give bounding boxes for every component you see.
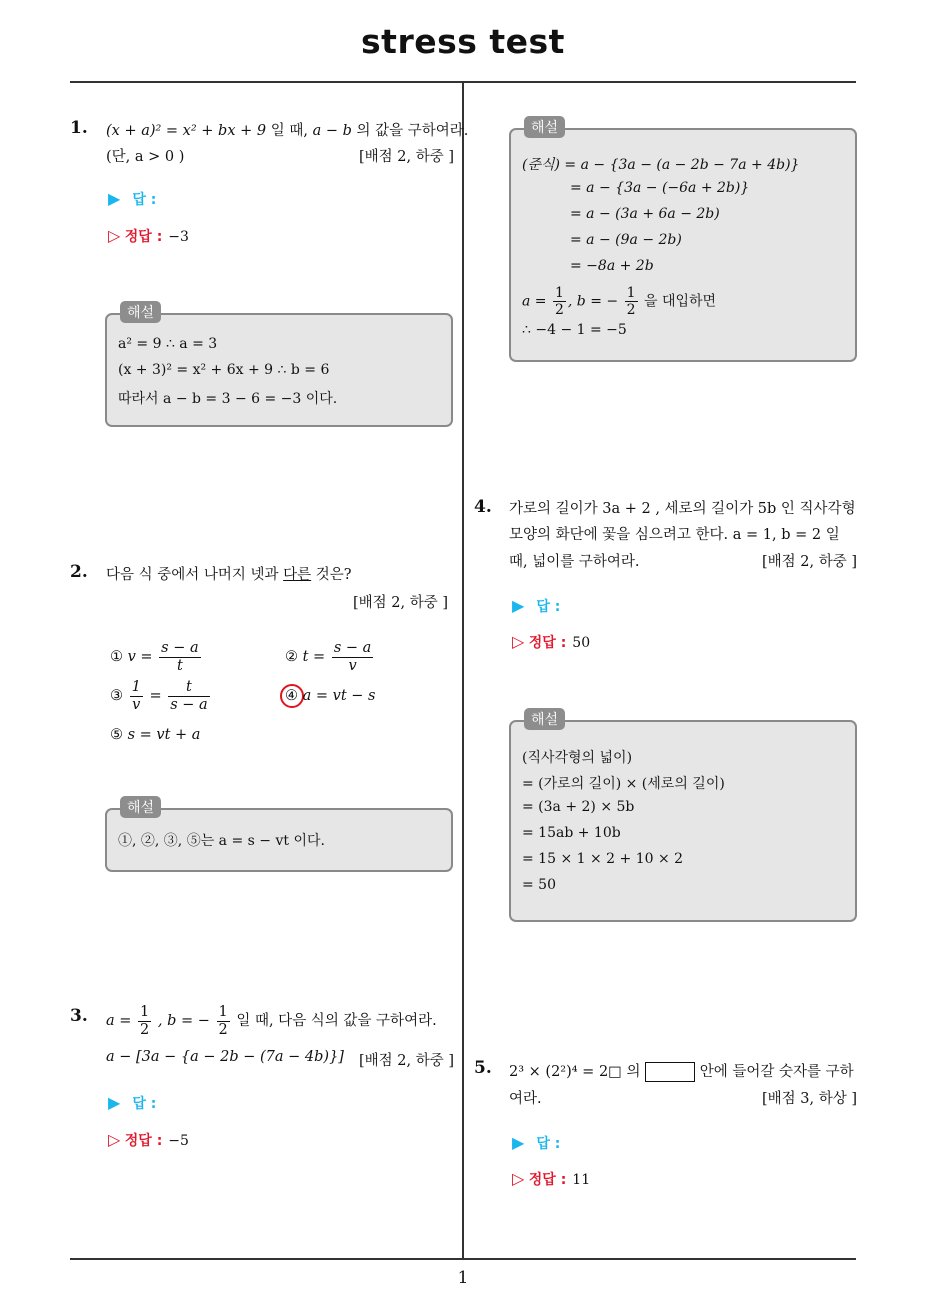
question-text: 여라. <box>509 1091 542 1107</box>
explanation-line: 따라서 a − b = 3 − 6 = −3 이다. <box>118 391 338 407</box>
correct-answer: ▷ 정답 : −5 <box>108 1130 189 1149</box>
explanation-tag: 해설 <box>524 116 565 138</box>
question-meta: [배점 2, 하중 ] <box>352 595 448 611</box>
question-meta: [배점 3, 하상 ] <box>761 1091 857 1107</box>
blank-box <box>645 1062 695 1082</box>
option-4[interactable]: ④ a = vt − s <box>285 688 376 704</box>
explanation-line: (직사각형의 넓이) <box>522 750 633 766</box>
question-text: 다음 식 중에서 나머지 넷과 다른 것은? <box>106 567 352 583</box>
explanation-line: (x + 3)² = x² + 6x + 9 ∴ b = 6 <box>118 362 330 378</box>
option-3[interactable]: ③ $\frac{1}{v}$ = $\frac{t}{s - a}$ <box>110 679 208 713</box>
explanation-line: = (가로의 길이) × (세로의 길이) <box>522 776 725 792</box>
question-text: 때, 넓이를 구하여라. <box>509 554 640 570</box>
explanation-line: ①, ②, ③, ⑤는 a = s − vt 이다. <box>118 833 325 849</box>
explanation-line: = a − {3a − (−6a + 2b)} <box>570 180 750 196</box>
play-icon: ▶ <box>512 1133 525 1152</box>
explanation-line: = a − (3a + 6a − 2b) <box>570 206 720 222</box>
question-text: a = $\frac{1}{2}$ , b = − $\frac{1}{2}$ 일 때, 다음 식의 값을 구하여라. <box>106 1004 437 1038</box>
explanation-line: a² = 9 ∴ a = 3 <box>118 336 218 352</box>
answer-field[interactable]: ▶ 답 : <box>108 1093 157 1112</box>
explanation-substitution: a = $\frac{1}{2}$ , b = − $\frac{1}{2}$ 을 대입하면 <box>522 285 717 319</box>
play-icon: ▶ <box>108 1093 121 1112</box>
footer-rule <box>70 1258 856 1260</box>
question-number: 2. <box>70 562 88 582</box>
question-number: 4. <box>474 497 492 517</box>
triangle-outline-icon: ▷ <box>512 632 525 651</box>
question-text: 2³ × (2²)⁴ = 2□ 의 안에 들어갈 숫자를 구하 <box>509 1064 854 1080</box>
question-number: 1. <box>70 118 88 138</box>
play-icon: ▶ <box>108 189 121 208</box>
explanation-tag: 해설 <box>524 708 565 730</box>
question-text: 모양의 화단에 꽃을 심으려고 한다. a = 1, b = 2 일 <box>509 527 840 543</box>
explanation-tag: 해설 <box>120 796 161 818</box>
correct-answer: ▷ 정답 : 11 <box>512 1169 591 1188</box>
correct-answer: ▷ 정답 : −3 <box>108 226 189 245</box>
answer-field[interactable]: ▶ 답 : <box>108 189 157 208</box>
answer-field[interactable]: ▶ 답 : <box>512 1133 561 1152</box>
explanation-line: (준식) = a − {3a − (a − 2b − 7a + 4b)} <box>522 157 800 173</box>
page-title: stress test <box>361 22 565 61</box>
explanation-line: = 15ab + 10b <box>522 825 621 841</box>
correct-answer: ▷ 정답 : 50 <box>512 632 591 651</box>
triangle-outline-icon: ▷ <box>108 226 121 245</box>
page-number: 1 <box>457 1268 469 1288</box>
question-text: 가로의 길이가 3a + 2 , 세로의 길이가 5b 인 직사각형 <box>509 501 856 517</box>
explanation-tag: 해설 <box>120 301 161 323</box>
question-meta: [배점 2, 하중 ] <box>761 554 857 570</box>
answer-field[interactable]: ▶ 답 : <box>512 596 561 615</box>
option-1[interactable]: ① v = $\frac{s - a}{t}$ <box>110 640 199 674</box>
question-number: 3. <box>70 1006 88 1026</box>
question-text: (x + a)² = x² + bx + 9 일 때, a − b 의 값을 구하여라. <box>106 123 469 139</box>
explanation-line: = a − (9a − 2b) <box>570 232 682 248</box>
triangle-outline-icon: ▷ <box>512 1169 525 1188</box>
option-5[interactable]: ⑤ s = vt + a <box>110 727 201 743</box>
explanation-line: = 15 × 1 × 2 + 10 × 2 <box>522 851 684 867</box>
column-divider <box>462 82 464 1259</box>
question-number: 5. <box>474 1058 492 1078</box>
explanation-line: = 50 <box>522 877 556 893</box>
explanation-line: = (3a + 2) × 5b <box>522 799 635 815</box>
question-meta: [배점 2, 하중 ] <box>358 1053 454 1069</box>
play-icon: ▶ <box>512 596 525 615</box>
explanation-line: = −8a + 2b <box>570 258 654 274</box>
question-meta: [배점 2, 하중 ] <box>358 149 454 165</box>
question-condition: (단, a > 0 ) <box>106 149 185 165</box>
explanation-result: ∴ −4 − 1 = −5 <box>522 322 627 338</box>
option-2[interactable]: ② t = $\frac{s - a}{v}$ <box>285 640 372 674</box>
triangle-outline-icon: ▷ <box>108 1130 121 1149</box>
question-expression: a − [3a − {a − 2b − (7a − 4b)}] <box>106 1049 344 1065</box>
